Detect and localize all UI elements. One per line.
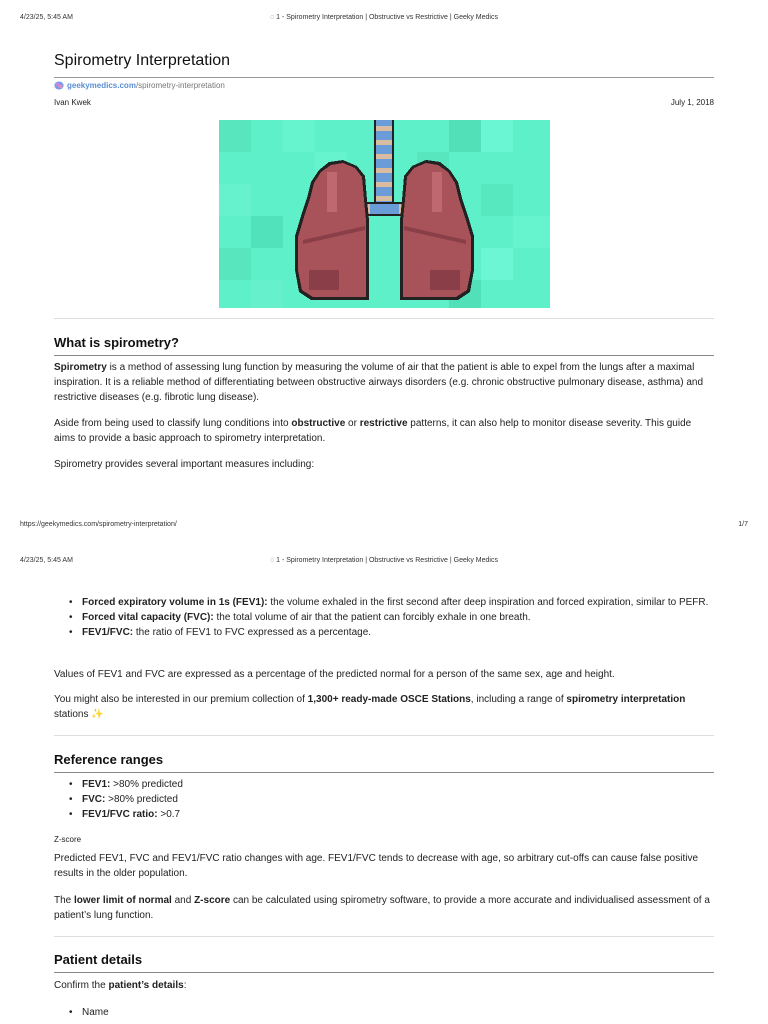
bold-term: Spirometry <box>54 362 107 373</box>
paragraph-measures-intro: Spirometry provides several important measures including: <box>54 459 315 470</box>
section-divider <box>54 735 714 736</box>
print-page-2 <box>0 540 768 1024</box>
author: Ivan Kwek <box>54 98 91 107</box>
paragraph-definition: Spirometry is a method of assessing lung function by measuring the volume of air that the patient is able to expel from the lungs after a maximal inspiration. It is a reliable method of differentiating between obstructive airways disorders (e.g. chronic obstructive pulmonary disease, asthma) and restrictive diseases (e.g. fibrotic lung disease). <box>54 362 704 403</box>
lungs-illustration <box>219 120 550 308</box>
heading-underline <box>54 355 714 356</box>
list-item: • FEV1/FVC: the ratio of FEV1 to FVC expressed as a percentage. <box>69 627 372 638</box>
print-title: ◌ 1 - Spirometry Interpretation | Obstructive vs Restrictive | Geeky Medics <box>270 557 498 564</box>
paragraph-confirm: Confirm the patient’s details: <box>54 980 187 991</box>
heading-what-is-spirometry: What is spirometry? <box>54 335 179 350</box>
print-title: ◌ 1 - Spirometry Interpretation | Obstructive vs Restrictive | Geeky Medics <box>270 14 498 21</box>
measures-list <box>69 595 712 640</box>
heading-reference-ranges: Reference ranges <box>54 752 164 767</box>
list-item: • Forced expiratory volume in 1s (FEV1): the volume exhaled in the first second after deep inspiration and forced expiration, similar to PEFR. <box>69 597 709 608</box>
paragraph-promo: You might also be interested in our premium collection of 1,300+ ready-made OSCE Stations, including a range of spirometry interpretation stations ✨ <box>54 694 686 720</box>
zscore-label: Z-score <box>54 835 82 844</box>
source-link[interactable] <box>54 81 225 90</box>
source-path: /spirometry-interpretation <box>135 81 225 90</box>
list-item: • Forced vital capacity (FVC): the total volume of air that the patient can forcibly exhale in one breath. <box>69 612 531 623</box>
tab-icon: ◌ <box>270 557 277 564</box>
heading-underline <box>54 772 714 773</box>
section-divider <box>54 318 714 319</box>
paragraph-classification: Aside from being used to classify lung conditions into obstructive or restrictive patterns, it can also help to monitor disease severity. This guide aims to provide a basic approach to spirometry interpretation. <box>54 418 692 444</box>
title-divider <box>54 77 714 78</box>
section-divider <box>54 936 714 937</box>
page-number: 1/7 <box>738 521 748 528</box>
list-item: • FVC: >80% predicted <box>69 794 178 805</box>
publish-date: July 1, 2018 <box>670 98 714 107</box>
print-date: 4/23/25, 5:45 AM <box>20 557 73 564</box>
tab-icon: ◌ <box>270 14 277 21</box>
paragraph-lln: The lower limit of normal and Z-score can be calculated using spirometry software, to provide a more accurate and individualised assessment of a patient’s lung function. <box>54 895 710 921</box>
brain-icon <box>54 81 64 90</box>
paragraph-zscore: Predicted FEV1, FVC and FEV1/FVC ratio changes with age. FEV1/FVC tends to decrease with age, so arbitrary cut-offs can cause false positive results in the older population. <box>54 853 699 879</box>
page-title: Spirometry Interpretation <box>54 52 231 69</box>
print-date: 4/23/25, 5:45 AM <box>20 14 73 21</box>
patient-list <box>69 1005 712 1020</box>
heading-patient-details: Patient details <box>54 952 143 967</box>
paragraph-values: Values of FEV1 and FVC are expressed as a percentage of the predicted normal for a person of the same sex, age and height. <box>54 669 615 680</box>
source-domain: geekymedics.com <box>67 81 136 90</box>
print-url: https://geekymedics.com/spirometry-interpretation/ <box>20 521 177 528</box>
heading-underline <box>54 972 714 973</box>
list-item: • Name <box>69 1007 109 1018</box>
list-item: • FEV1: >80% predicted <box>69 779 183 790</box>
promo-link[interactable]: 1,300+ ready-made OSCE Stations <box>307 694 471 705</box>
reference-list <box>69 777 712 822</box>
list-item: • FEV1/FVC ratio: >0.7 <box>69 809 181 820</box>
